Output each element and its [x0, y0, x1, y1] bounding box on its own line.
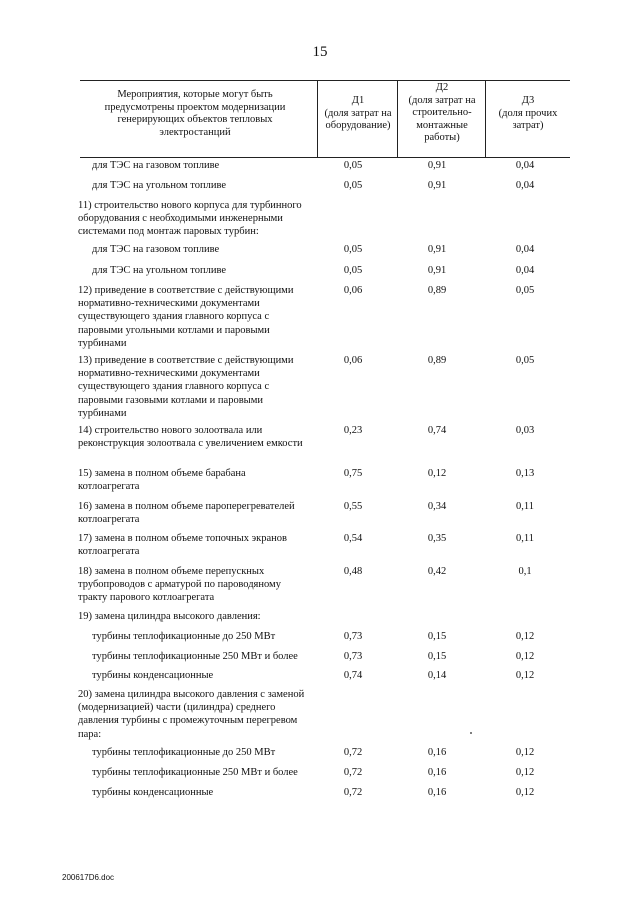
row-d1: 0,05 [343, 265, 363, 276]
row-text: турбины теплофикационные 250 МВт и более [92, 651, 298, 662]
row-text: 11) строительство нового корпуса для турбинного оборудования с необходимыми инженерными системами под монтаж паровых турбин: [78, 200, 302, 238]
row-d3: 0,05 [515, 355, 535, 366]
row-text: 15) замена в полном объеме барабана котлоагрегата [78, 468, 246, 493]
row-d3: 0,04 [515, 265, 535, 276]
row-text: турбины теплофикационные до 250 МВт [92, 631, 276, 642]
row-d1: 0,06 [343, 355, 363, 366]
row-d3: 0,12 [515, 651, 535, 662]
row-d1: 0,74 [343, 670, 363, 681]
row-d1: 0,06 [343, 285, 363, 296]
row-text: для ТЭС на газовом топливе [92, 160, 220, 171]
row-d1: 0,48 [343, 566, 363, 577]
row-d3: 0,04 [515, 160, 535, 171]
row-text: для ТЭС на газовом топливе [92, 244, 220, 255]
row-text: 18) замена в полном объеме перепускных трубопроводов с арматурой по пароводяному тракту парового котлоагрегата [78, 566, 281, 604]
header-d2-desc: (доля затрат на строительно-монтажные работы) [408, 94, 476, 143]
row-d2: 0,42 [427, 566, 447, 577]
row-d3: 0,12 [515, 670, 535, 681]
row-d1: 0,54 [343, 533, 363, 544]
row-d2: 0,91 [427, 244, 447, 255]
header-col-d1 [318, 95, 398, 133]
row-d1: 0,73 [343, 651, 363, 662]
row-d2: 0,35 [427, 533, 447, 544]
header-col-d2 [398, 82, 486, 145]
row-text: 17) замена в полном объеме топочных экранов котлоагрегата [78, 533, 287, 558]
header-col-measures: Мероприятия, которые могут быть предусмотрены проектом модернизации генерирующих объектов тепловых электростанций [104, 89, 286, 138]
row-d1: 0,05 [343, 180, 363, 191]
row-d3: 0,12 [515, 747, 535, 758]
row-d3: 0,12 [515, 767, 535, 778]
header-d2-code: Д2 [435, 82, 449, 93]
row-d1: 0,72 [343, 747, 363, 758]
row-d2: 0,89 [427, 355, 447, 366]
row-d2: 0,15 [427, 651, 447, 662]
row-d1: 0,73 [343, 631, 363, 642]
header-d3-desc: (доля прочих затрат) [498, 107, 558, 131]
header-col-d3 [486, 95, 570, 133]
header-d1-desc: (доля затрат на оборудование) [324, 107, 392, 131]
row-text: турбины теплофикационные 250 МВт и более [92, 767, 298, 778]
row-text: 12) приведение в соответствие с действующими нормативно-техническими документами существующего здания главного корпуса с паровыми угольными котлами и паровыми турбинами [78, 285, 294, 349]
row-d1: 0,75 [343, 468, 363, 479]
row-d2: 0,15 [427, 631, 447, 642]
row-d3: 0,05 [515, 285, 535, 296]
row-d2: 0,89 [427, 285, 447, 296]
row-d2: 0,16 [427, 747, 447, 758]
scan-speck [470, 732, 472, 734]
row-d3: 0,11 [516, 533, 534, 544]
row-d2: 0,34 [427, 501, 447, 512]
row-d3: 0,03 [515, 425, 535, 436]
row-text: 16) замена в полном объеме пароперегревателей котлоагрегата [78, 501, 295, 526]
row-text: для ТЭС на угольном топливе [92, 180, 227, 191]
row-text: турбины конденсационные [92, 787, 214, 798]
row-d2: 0,91 [427, 265, 447, 276]
header-d3-code: Д3 [521, 95, 535, 106]
row-d1: 0,23 [343, 425, 363, 436]
header-d1-code: Д1 [351, 95, 365, 106]
row-text: 20) замена цилиндра высокого давления с заменой (модернизацией) части (цилиндра) среднего давления турбины с промежуточным перегревом пара: [78, 689, 305, 740]
row-d3: 0,04 [515, 244, 535, 255]
row-d3: 0,12 [515, 787, 535, 798]
row-d2: 0,14 [427, 670, 447, 681]
footer-filename: 200617D6.doc [62, 873, 115, 882]
page-number: 15 [312, 44, 328, 60]
row-text: 13) приведение в соответствие с действующими нормативно-техническими документами существующего здания главного корпуса с паровыми газовыми котлами и паровыми турбинами [78, 355, 294, 419]
row-d2: 0,16 [427, 787, 447, 798]
table-top-rule [80, 80, 570, 81]
row-text: 14) строительство нового золоотвала или реконструкция золоотвала с увеличением емкости [78, 425, 303, 450]
row-d3: 0,11 [516, 501, 534, 512]
row-d3: 0,04 [515, 180, 535, 191]
row-text: 19) замена цилиндра высокого давления: [78, 611, 261, 622]
row-d3: 0,13 [515, 468, 535, 479]
row-d1: 0,05 [343, 244, 363, 255]
row-d1: 0,05 [343, 160, 363, 171]
row-text: турбины теплофикационные до 250 МВт [92, 747, 276, 758]
row-d2: 0,74 [427, 425, 447, 436]
row-d2: 0,91 [427, 160, 447, 171]
row-d2: 0,12 [427, 468, 447, 479]
row-d1: 0,72 [343, 787, 363, 798]
row-d2: 0,91 [427, 180, 447, 191]
row-d2: 0,16 [427, 767, 447, 778]
row-d1: 0,55 [343, 501, 363, 512]
row-d1: 0,72 [343, 767, 363, 778]
row-d3: 0,12 [515, 631, 535, 642]
row-text: для ТЭС на угольном топливе [92, 265, 227, 276]
row-d3: 0,1 [518, 566, 532, 577]
row-text: турбины конденсационные [92, 670, 214, 681]
table-header-rule [80, 157, 570, 158]
